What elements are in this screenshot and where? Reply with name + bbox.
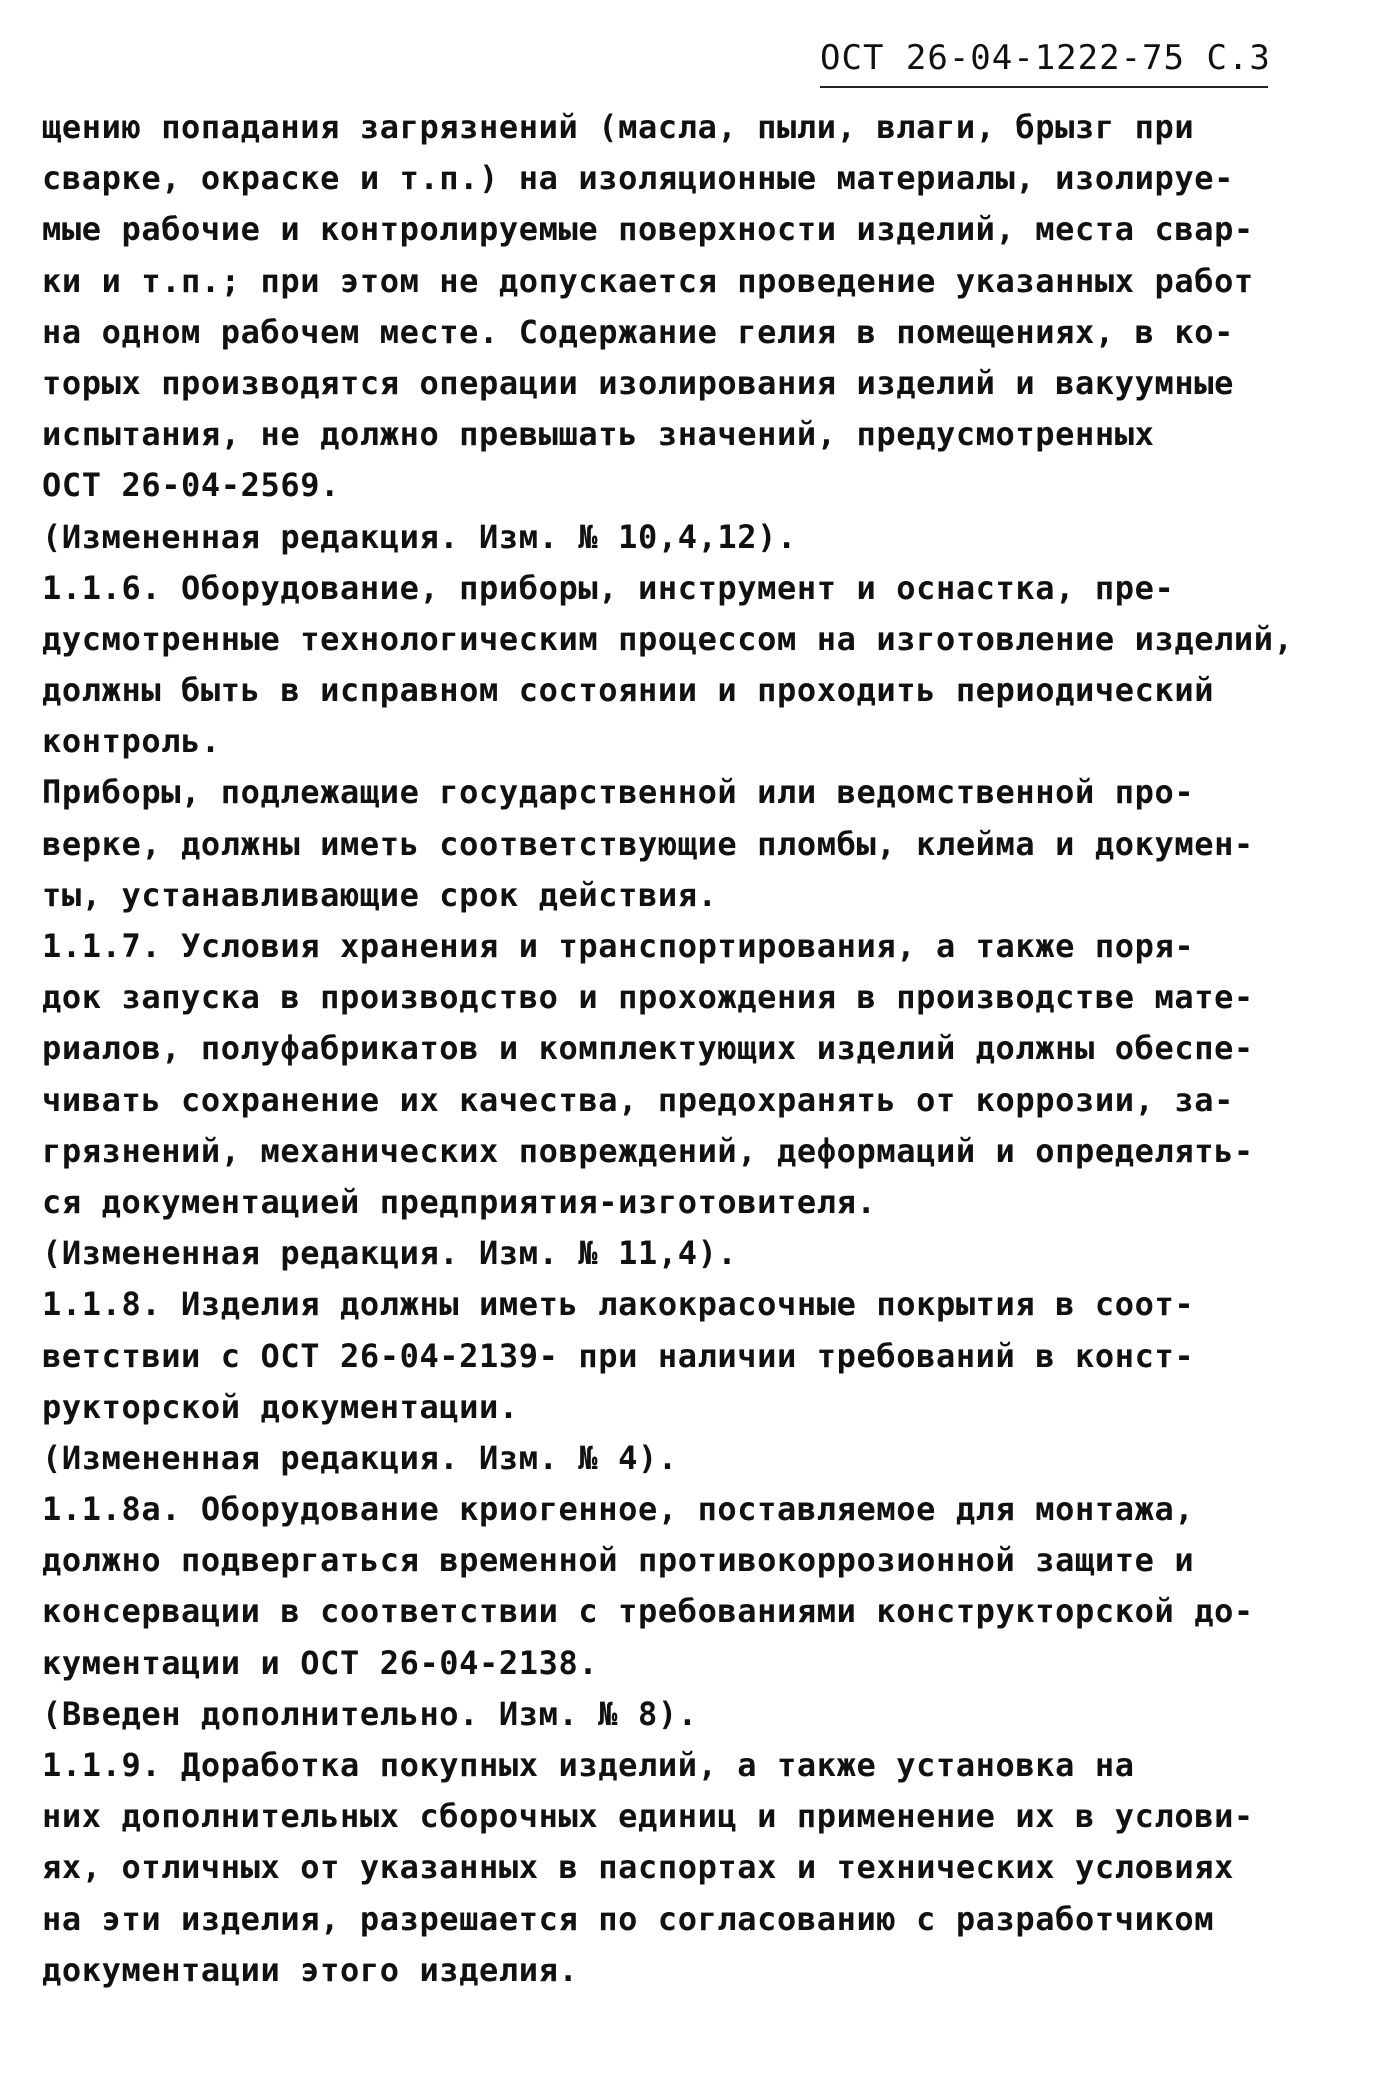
text-line: торых производятся операции изолирования изделий и вакуумные bbox=[42, 363, 1234, 402]
text-line: 1.1.6. Оборудование, приборы, инструмент и оснастка, пре- bbox=[42, 568, 1175, 607]
text-line: ся документацией предприятия-изготовителя. bbox=[42, 1182, 877, 1221]
text-line: (Измененная редакция. Изм. № 4). bbox=[42, 1438, 678, 1477]
text-line: грязнений, механических повреждений, деформаций и определять- bbox=[42, 1131, 1254, 1170]
text-line: ты, устанавливающие срок действия. bbox=[42, 875, 718, 914]
text-line: должны быть в исправном состоянии и проходить периодический bbox=[42, 671, 1215, 710]
text-line: кументации и ОСТ 26-04-2138. bbox=[42, 1643, 599, 1682]
text-line: испытания, не должно превышать значений, предусмотренных bbox=[42, 415, 1155, 454]
text-line: 1.1.8. Изделия должны иметь лакокрасочные покрытия в соот- bbox=[42, 1285, 1195, 1324]
text-line: (Измененная редакция. Изм. № 10,4,12). bbox=[42, 517, 797, 556]
text-line: ветствии с ОСТ 26-04-2139- при наличии требований в конст- bbox=[42, 1336, 1195, 1375]
text-line: чивать сохранение их качества, предохранять от коррозии, за- bbox=[42, 1080, 1234, 1119]
text-line: ях, отличных от указанных в паспортах и технических условиях bbox=[42, 1848, 1234, 1887]
text-line: док запуска в производство и прохождения в производстве мате- bbox=[42, 978, 1254, 1017]
document-body bbox=[42, 102, 1342, 1996]
text-line: рукторской документации. bbox=[42, 1387, 519, 1426]
text-line: контроль. bbox=[42, 722, 221, 761]
text-line: на одном рабочем месте. Содержание гелия в помещениях, в ко- bbox=[42, 312, 1234, 351]
text-line: них дополнительных сборочных единиц и применение их в услови- bbox=[42, 1797, 1254, 1836]
text-line: ОСТ 26-04-2569. bbox=[42, 466, 340, 505]
text-line: 1.1.9. Доработка покупных изделий, а также установка на bbox=[42, 1746, 1135, 1784]
text-line: 1.1.8а. Оборудование криогенное, поставляемое для монтажа, bbox=[42, 1490, 1195, 1529]
text-line: сварке, окраске и т.п.) на изоляционные материалы, изолируе- bbox=[42, 159, 1234, 198]
text-line: документации этого изделия. bbox=[42, 1950, 579, 1989]
text-line: ки и т.п.; при этом не допускается проведение указанных работ bbox=[42, 261, 1254, 300]
header-underline bbox=[820, 86, 1268, 88]
document-reference-header: ОСТ 26-04-1222-75 С.3 bbox=[820, 38, 1271, 78]
text-line: 1.1.7. Условия хранения и транспортирования, а также поря- bbox=[42, 927, 1195, 965]
text-line: (Введен дополнительно. Изм. № 8). bbox=[42, 1694, 698, 1733]
text-line: дусмотренные технологическим процессом на изготовление изделий, bbox=[42, 619, 1294, 658]
text-line: (Измененная редакция. Изм. № 11,4). bbox=[42, 1234, 738, 1273]
text-line: консервации в соответствии с требованиями конструкторской до- bbox=[42, 1592, 1254, 1631]
text-line: риалов, полуфабрикатов и комплектующих изделий должны обеспе- bbox=[42, 1029, 1254, 1068]
text-line: верке, должны иметь соответствующие пломбы, клейма и докумен- bbox=[42, 824, 1254, 863]
text-line: на эти изделия, разрешается по согласованию с разработчиком bbox=[42, 1899, 1215, 1938]
text-line: мые рабочие и контролируемые поверхности изделий, места свар- bbox=[42, 210, 1254, 249]
text-line: Приборы, подлежащие государственной или ведомственной про- bbox=[42, 773, 1195, 812]
text-line: щению попадания загрязнений (масла, пыли, влаги, брызг при bbox=[42, 108, 1195, 146]
text-line: должно подвергаться временной противокоррозионной защите и bbox=[42, 1541, 1195, 1580]
